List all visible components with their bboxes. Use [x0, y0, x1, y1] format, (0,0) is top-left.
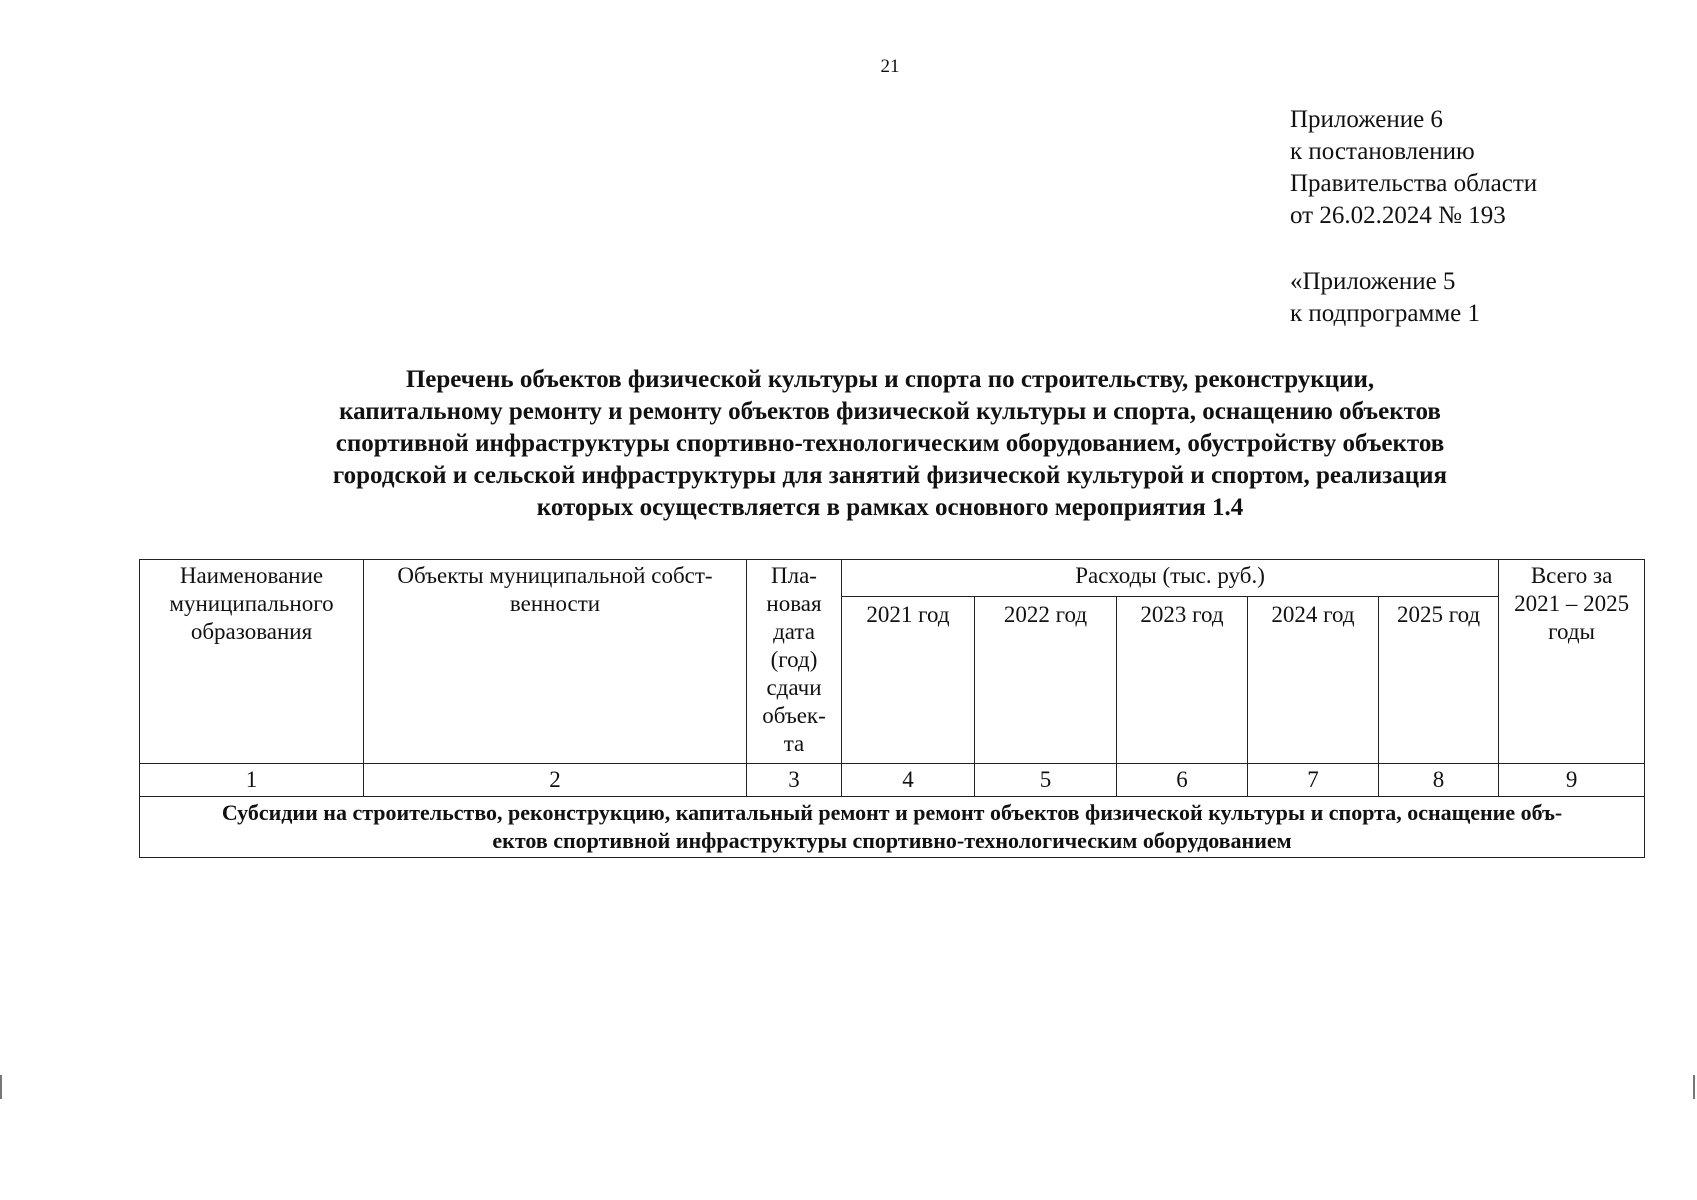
header-text: муниципального — [169, 591, 334, 616]
subprogram-appendix-reference — [1290, 266, 1480, 330]
header-municipality — [140, 560, 364, 764]
column-number: 1 — [140, 764, 364, 797]
header-text: новая — [766, 591, 822, 616]
scan-edge-mark-right — [1693, 1075, 1695, 1099]
header-year-2021: 2021 год — [842, 597, 975, 764]
column-number: 2 — [364, 764, 747, 797]
column-number: 5 — [975, 764, 1117, 797]
document-title — [180, 364, 1600, 524]
appendix-reference — [1290, 104, 1537, 232]
title-line: городской и сельской инфраструктуры для занятий физической культурой и спортом, реализация — [332, 462, 1448, 489]
column-number: 4 — [842, 764, 975, 797]
header-text: 2021 – 2025 — [1514, 591, 1630, 616]
appendix-line: Приложение 6 — [1290, 106, 1443, 133]
appendix-line: Правительства области — [1290, 170, 1538, 197]
header-expenses: Расходы (тыс. руб.) — [842, 560, 1499, 597]
appendix-line: «Приложение 5 — [1290, 268, 1456, 295]
section-text: Субсидии на строительство, реконструкцию, капитальный ремонт и ремонт объектов физической культуры и спорта, оснащение объ- — [221, 800, 1563, 825]
header-text: Объекты муниципальной собст- — [397, 563, 713, 588]
appendix-line: к постановлению — [1290, 138, 1475, 165]
header-text: дата — [773, 619, 815, 644]
header-year-2025: 2025 год — [1379, 597, 1499, 764]
header-text: та — [783, 731, 805, 756]
column-number-row — [140, 764, 1645, 797]
header-text: Всего за — [1530, 563, 1613, 588]
header-year-2023: 2023 год — [1117, 597, 1248, 764]
table-header-row — [140, 560, 1645, 597]
appendix-line: от 26.02.2024 № 193 — [1290, 202, 1506, 229]
title-line: которых осуществляется в рамках основного мероприятия 1.4 — [536, 494, 1244, 521]
objects-table — [139, 559, 1645, 858]
header-planned-date — [747, 560, 842, 764]
header-total — [1499, 560, 1645, 764]
header-text: сдачи — [766, 675, 822, 700]
scan-edge-mark-left — [0, 1075, 2, 1099]
section-text: ектов спортивной инфраструктуры спортивно-технологическим оборудованием — [492, 828, 1292, 853]
section-subsidies — [140, 797, 1645, 858]
title-line: спортивной инфраструктуры спортивно-технологическим оборудованием, обустройству объектов — [335, 430, 1445, 457]
title-line: капитальному ремонту и ремонту объектов физической культуры и спорта, оснащению объектов — [339, 398, 1441, 425]
header-text: Наименование — [179, 563, 324, 588]
header-text: годы — [1548, 619, 1595, 644]
header-text: венности — [509, 591, 601, 616]
column-number: 9 — [1499, 764, 1645, 797]
header-objects — [364, 560, 747, 764]
column-number: 3 — [747, 764, 842, 797]
header-text: образования — [190, 619, 313, 644]
header-year-2024: 2024 год — [1248, 597, 1379, 764]
title-line: Перечень объектов физической культуры и спорта по строительству, реконструкции, — [405, 366, 1375, 393]
section-row — [140, 797, 1645, 858]
column-number: 8 — [1379, 764, 1499, 797]
appendix-line: к подпрограмме 1 — [1290, 300, 1480, 327]
header-text: Пла- — [771, 563, 817, 588]
header-year-2022: 2022 год — [975, 597, 1117, 764]
header-text: (год) — [770, 647, 818, 672]
header-text: объек- — [762, 703, 826, 728]
column-number: 6 — [1117, 764, 1248, 797]
page-number: 21 — [880, 56, 900, 77]
column-number: 7 — [1248, 764, 1379, 797]
